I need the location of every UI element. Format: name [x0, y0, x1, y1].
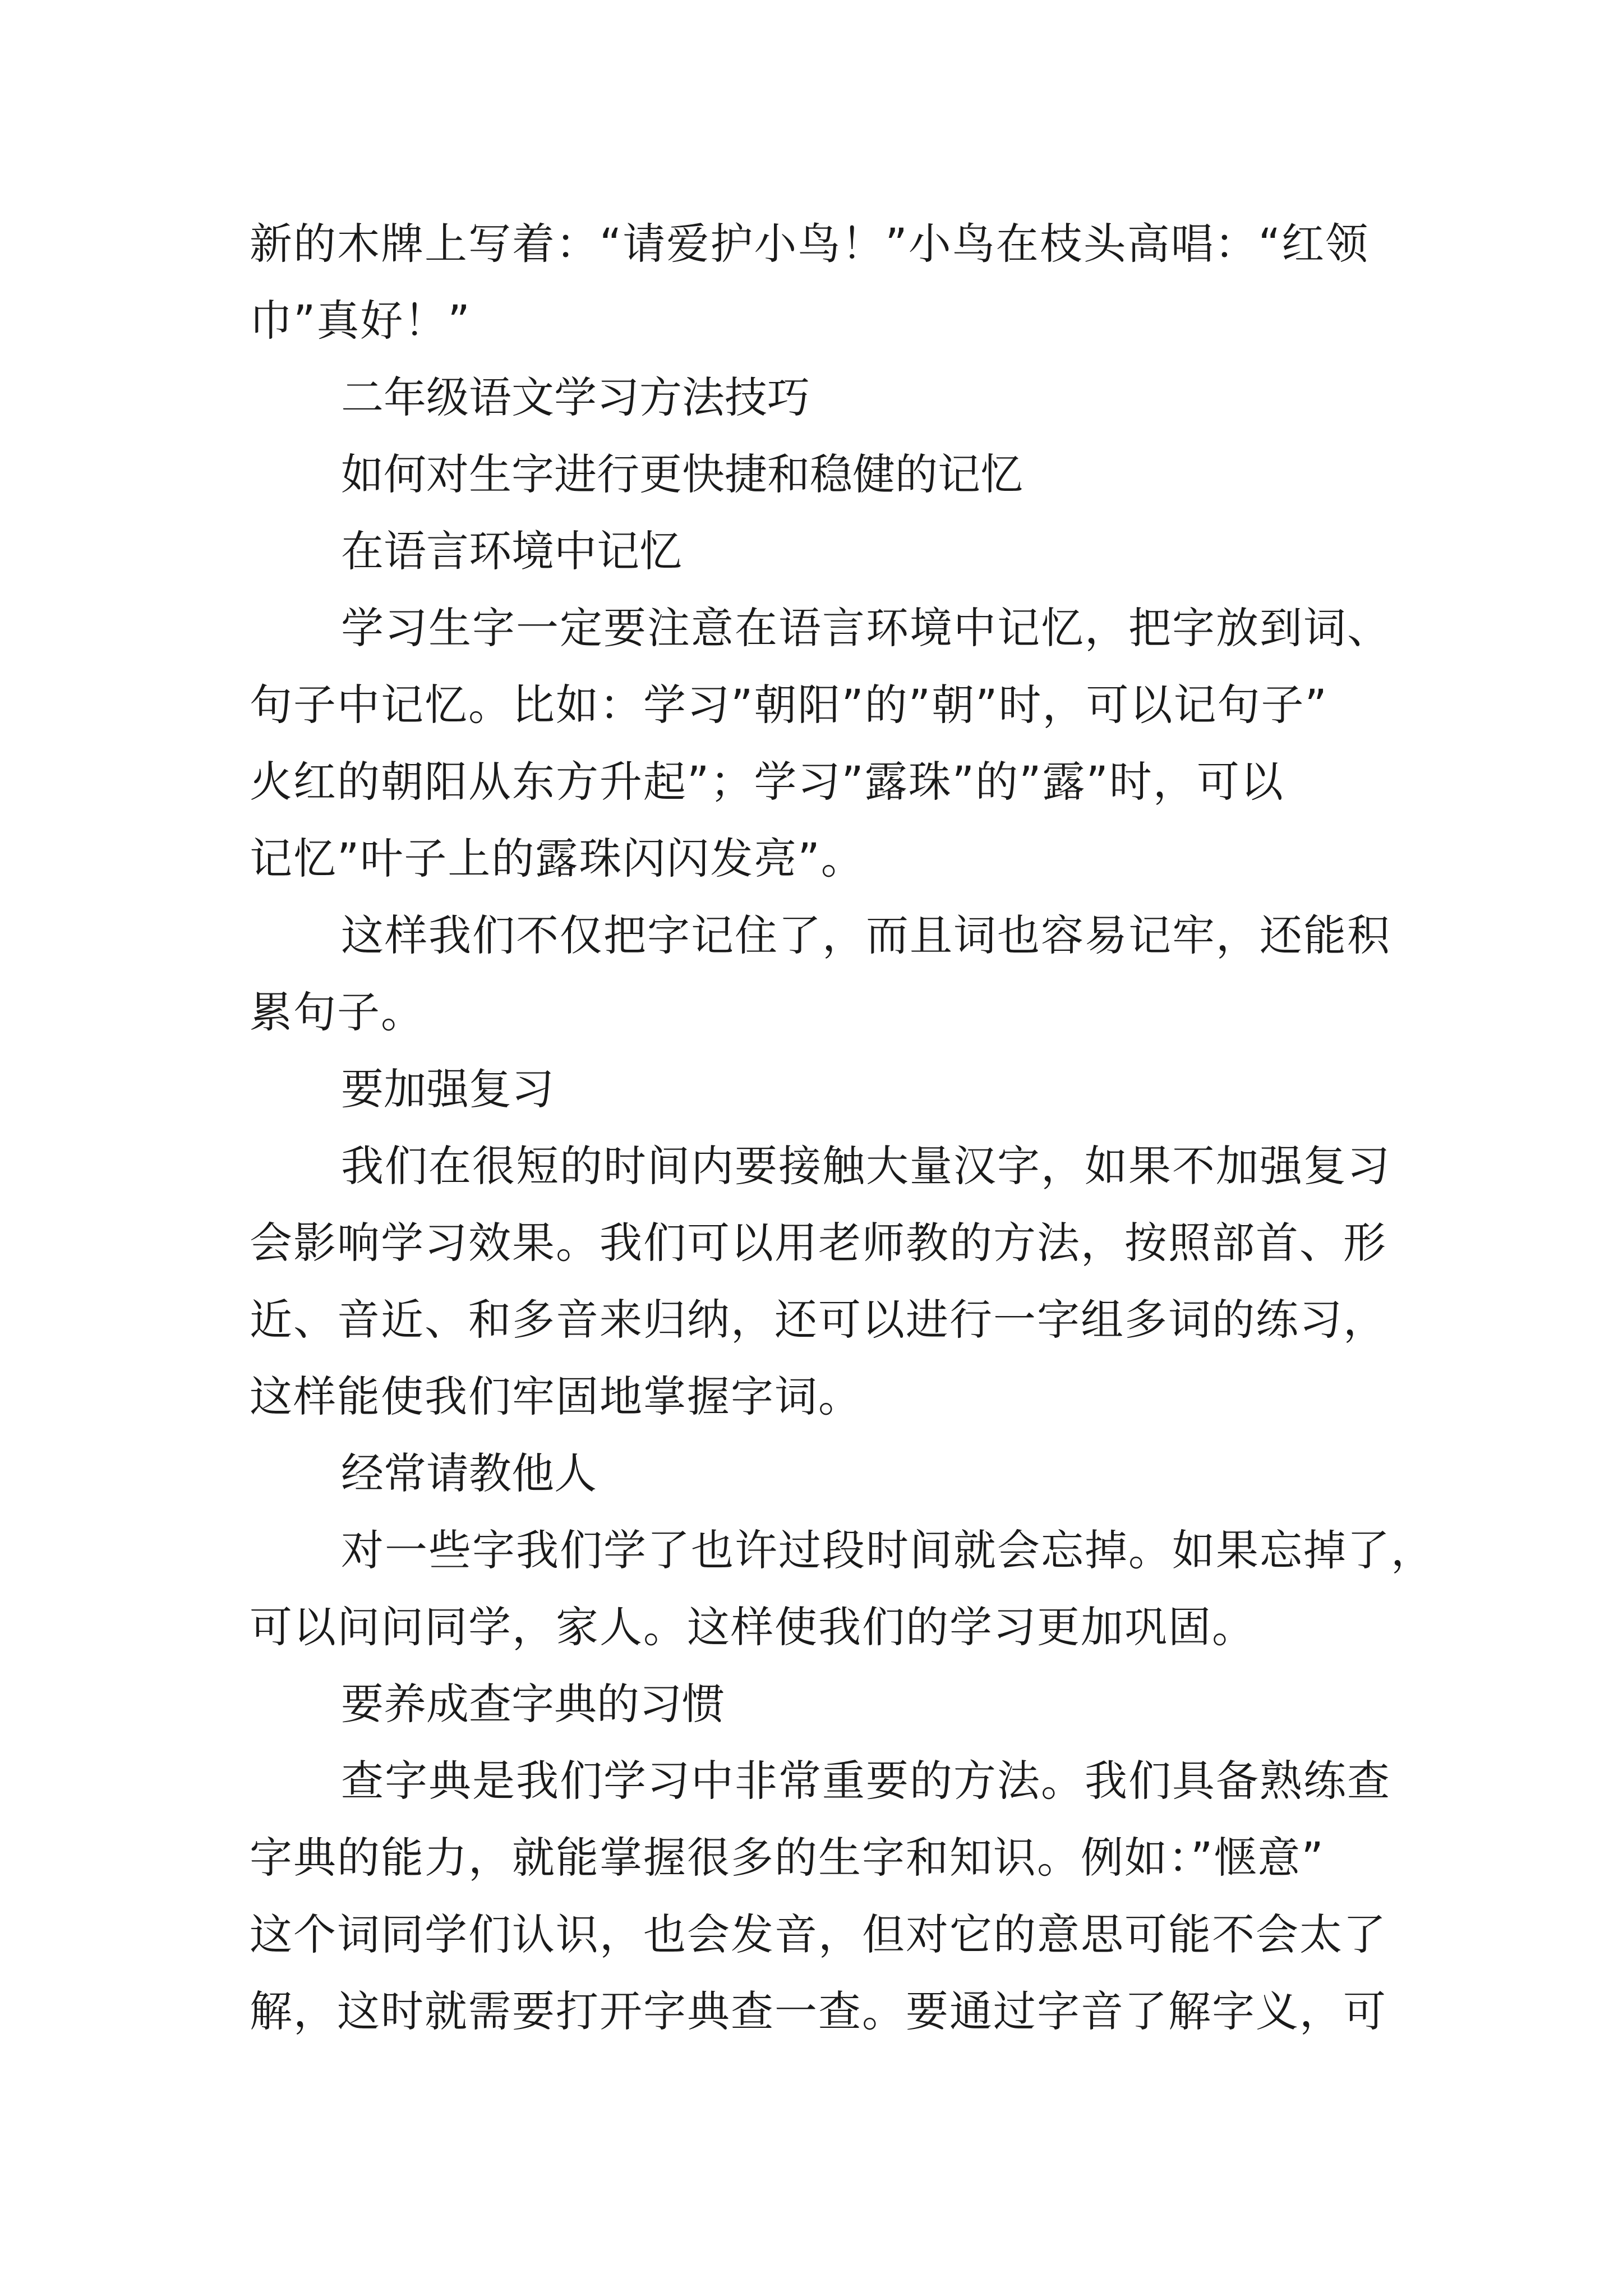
text-line: 新的木牌上写着：“请爱护小鸟！”小鸟在枝头高唱：“红领: [250, 219, 1370, 269]
text-line: 查字典是我们学习中非常重要的方法。我们具备熟练查: [341, 1756, 1391, 1806]
text-line: 可以问问同学，家人。这样使我们的学习更加巩固。: [250, 1602, 1256, 1652]
section-heading: 如何对生字进行更快捷和稳健的记忆: [341, 449, 1023, 499]
text-line: 学习生字一定要注意在语言环境中记忆，把字放到词、: [341, 603, 1391, 653]
section-heading: 在语言环境中记忆: [341, 526, 682, 576]
text-line: 字典的能力，就能掌握很多的生字和知识。例如：”惬意”: [250, 1833, 1325, 1883]
text-line: 句子中记忆。比如：学习”朝阳”的”朝”时，可以记句子”: [250, 680, 1328, 730]
text-line: 火红的朝阳从东方升起”；学习”露珠”的”露”时，可以: [250, 757, 1284, 807]
text-line: 记忆”叶子上的露珠闪闪发亮”。: [250, 834, 865, 884]
text-line: 这样我们不仅把字记住了，而且词也容易记牢，还能积: [341, 910, 1391, 960]
text-line: 巾”真好！”: [250, 296, 471, 346]
text-line: 会影响学习效果。我们可以用老师教的方法，按照部首、形: [250, 1218, 1387, 1268]
text-line: 近、音近、和多音来归纳，还可以进行一字组多词的练习，: [250, 1295, 1387, 1345]
section-heading: 要加强复习: [341, 1064, 554, 1114]
section-heading: 经常请教他人: [341, 1448, 597, 1498]
text-line: 这个词同学们认识，也会发音，但对它的意思可能不会太了: [250, 1910, 1387, 1959]
text-line: 这样能使我们牢固地掌握字词。: [250, 1372, 862, 1421]
section-heading: 要养成查字典的习惯: [341, 1679, 725, 1729]
text-line: 解，这时就需要打开字典查一查。要通过字音了解字义，可: [250, 1986, 1387, 2036]
section-heading: 二年级语文学习方法技巧: [341, 372, 810, 422]
text-line: 对一些字我们学了也许过段时间就会忘掉。如果忘掉了，: [341, 1525, 1435, 1575]
text-line: 我们在很短的时间内要接触大量汉字，如果不加强复习: [341, 1141, 1391, 1191]
text-line: 累句子。: [250, 987, 425, 1037]
